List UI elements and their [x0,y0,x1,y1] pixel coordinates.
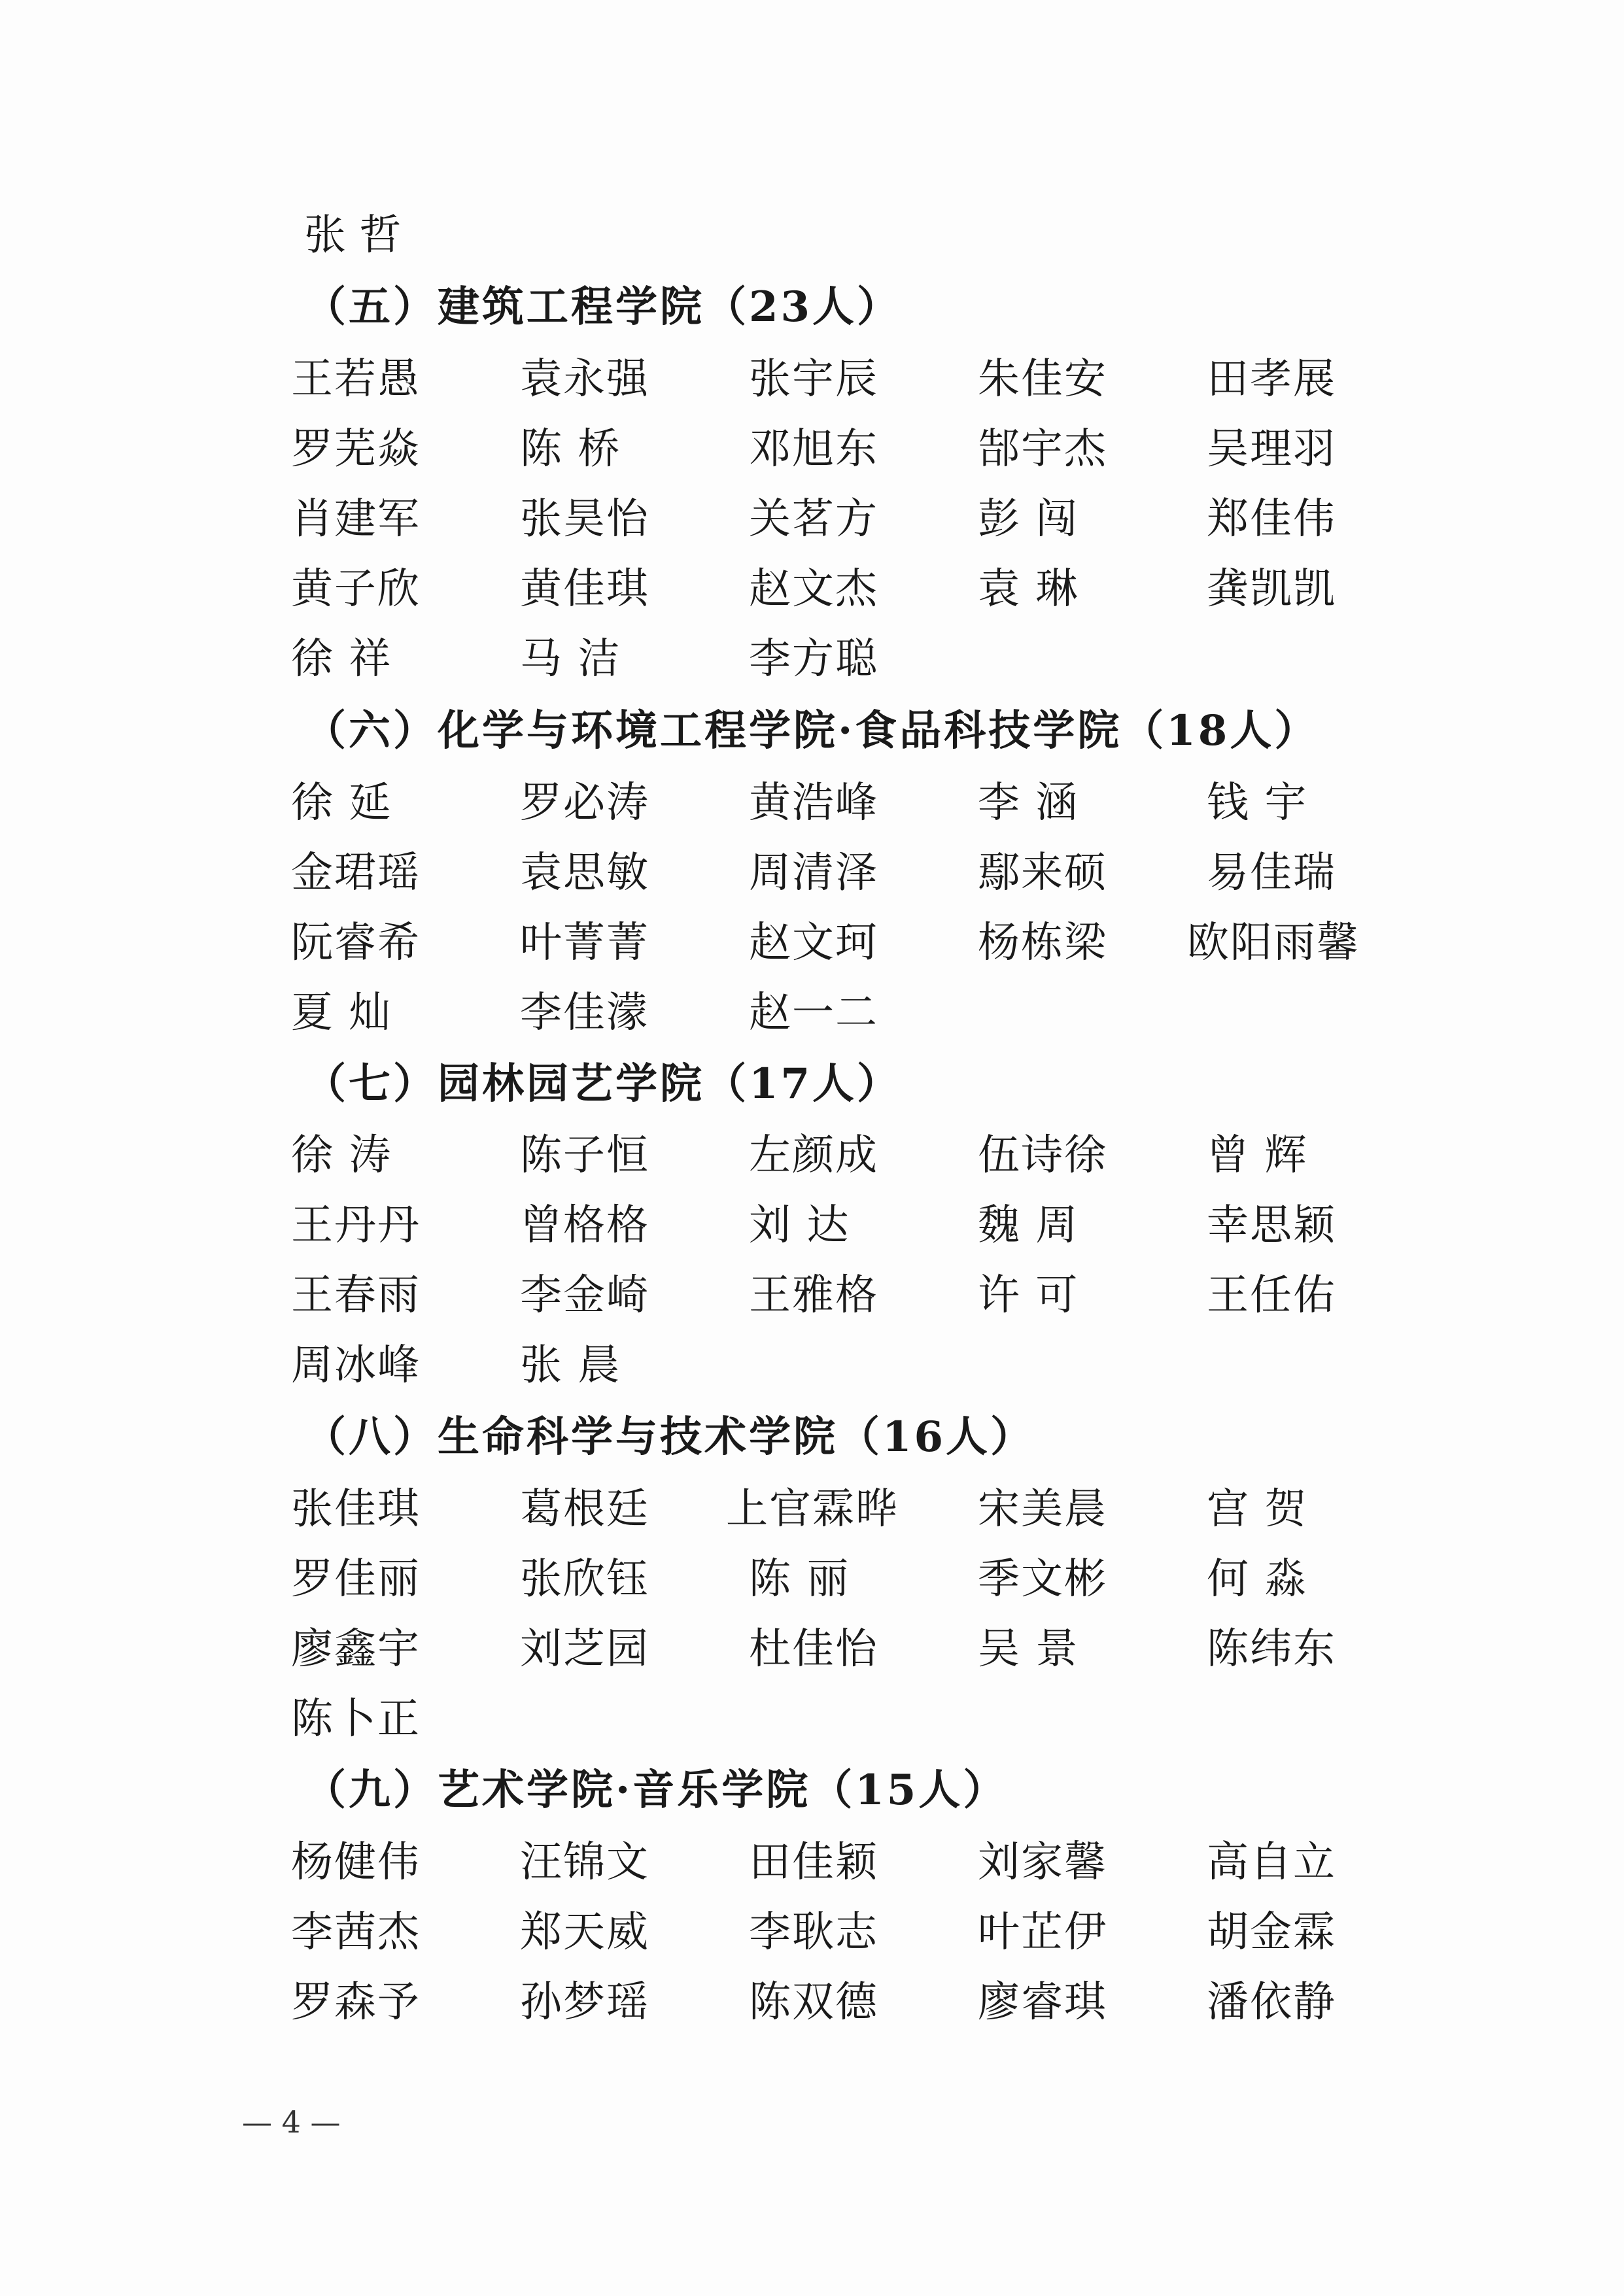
student-name: 上官霖晔 [726,1485,899,1534]
section-heading: （九）艺术学院·音乐学院（15人） [304,1766,1008,1815]
student-name: 吴 景 [978,1625,1079,1673]
student-name: 黄浩峰 [749,779,878,827]
student-name: 钱 宇 [1207,779,1308,827]
student-name: 魏 周 [978,1201,1079,1250]
student-name: 陈双德 [749,1978,878,2027]
name-row [0,987,1624,1039]
student-name: 周清泽 [749,849,878,897]
section-heading: （七）园林园艺学院（17人） [304,1059,902,1108]
section-heading: （五）建筑工程学院（23人） [304,283,902,332]
section-heading: （六）化学与环境工程学院·食品科技学院（18人） [304,706,1319,755]
student-name: 廖睿琪 [978,1978,1107,2027]
student-name: 吴理羽 [1207,425,1336,473]
student-name: 张欣钰 [520,1555,649,1603]
student-name: 王若愚 [291,355,421,403]
student-name: 左颜成 [749,1131,878,1180]
name-row [0,1693,1624,1745]
student-name: 李 涵 [978,779,1079,827]
student-name: 刘家馨 [978,1838,1107,1887]
student-name: 潘依静 [1207,1978,1336,2027]
name-row [0,1483,1624,1535]
student-name: 彭 闯 [978,495,1079,543]
student-name: 张佳琪 [291,1485,421,1534]
student-name: 高自立 [1207,1838,1336,1887]
student-name: 黄佳琪 [520,565,649,613]
student-name: 葛根廷 [520,1485,649,1534]
student-name: 王任佑 [1207,1271,1336,1320]
carryover-name: 张 哲 [304,211,402,260]
student-name: 宫 贺 [1207,1485,1308,1534]
student-name: 伍诗徐 [978,1131,1107,1180]
student-name: 欧阳雨馨 [1187,919,1360,967]
name-row [0,917,1624,969]
student-name: 李方聪 [749,635,878,683]
student-name: 袁 琳 [978,565,1079,613]
student-name: 袁永强 [520,355,649,403]
student-name: 李茜杰 [291,1908,421,1957]
student-name: 郜宇杰 [978,425,1107,473]
student-name: 夏 灿 [291,989,392,1037]
student-name: 罗芜焱 [291,425,421,473]
name-row [0,493,1624,545]
student-name: 袁思敏 [520,849,649,897]
student-name: 张 晨 [520,1341,621,1390]
student-name: 叶菁菁 [520,919,649,967]
name-row [0,563,1624,615]
student-name: 罗佳丽 [291,1555,421,1603]
student-name: 陈纬东 [1207,1625,1336,1673]
student-name: 廖鑫宇 [291,1625,421,1673]
student-name: 徐 涛 [291,1131,392,1180]
student-name: 罗必涛 [520,779,649,827]
student-name: 李金崎 [520,1271,649,1320]
student-name: 曾 辉 [1207,1131,1308,1180]
student-name: 李耿志 [749,1908,878,1957]
name-row [0,1976,1624,2029]
student-name: 叶芷伊 [978,1908,1107,1957]
student-name: 陈 桥 [520,425,621,473]
name-row [0,1339,1624,1392]
student-name: 徐 延 [291,779,392,827]
name-row [0,847,1624,899]
student-name: 田佳颖 [749,1838,878,1887]
name-row [0,1269,1624,1322]
student-name: 罗森予 [291,1978,421,2027]
student-name: 季文彬 [978,1555,1107,1603]
student-name: 刘 达 [749,1201,850,1250]
student-name: 孙梦瑶 [520,1978,649,2027]
student-name: 赵文珂 [749,919,878,967]
student-name: 杜佳怡 [749,1625,878,1673]
student-name: 郑佳伟 [1207,495,1336,543]
student-name: 刘芝园 [520,1625,649,1673]
student-name: 王春雨 [291,1271,421,1320]
section-heading: （八）生命科学与技术学院（16人） [304,1413,1035,1462]
student-name: 郑天威 [520,1908,649,1957]
student-name: 赵文杰 [749,565,878,613]
student-name: 马 洁 [520,635,621,683]
student-name: 李佳濛 [520,989,649,1037]
student-name: 何 淼 [1207,1555,1308,1603]
name-row [0,1129,1624,1182]
name-row [0,353,1624,405]
name-row [0,1553,1624,1605]
name-row [0,423,1624,475]
student-name: 宋美晨 [978,1485,1107,1534]
student-name: 易佳瑞 [1207,849,1336,897]
student-name: 张宇辰 [749,355,878,403]
student-name: 陈卜正 [291,1695,421,1743]
student-name: 龚凯凯 [1207,565,1336,613]
page-number: — 4 — [242,2104,341,2140]
student-name: 陈子恒 [520,1131,649,1180]
student-name: 王雅格 [749,1271,878,1320]
student-name: 金珺瑶 [291,849,421,897]
student-name: 徐 祥 [291,635,392,683]
student-name: 汪锦文 [520,1838,649,1887]
student-name: 田孝展 [1207,355,1336,403]
student-name: 周冰峰 [291,1341,421,1390]
student-name: 王丹丹 [291,1201,421,1250]
student-name: 鄢来硕 [978,849,1107,897]
name-row [0,777,1624,829]
student-name: 陈 丽 [749,1555,850,1603]
student-name: 关茗方 [749,495,878,543]
student-name: 赵一二 [749,989,878,1037]
student-name: 许 可 [978,1271,1079,1320]
name-row [0,1906,1624,1959]
name-row [0,1623,1624,1675]
student-name: 邓旭东 [749,425,878,473]
student-name: 朱佳安 [978,355,1107,403]
student-name: 肖建军 [291,495,421,543]
student-name: 杨栋梁 [978,919,1107,967]
student-name: 杨健伟 [291,1838,421,1887]
student-name: 黄子欣 [291,565,421,613]
student-name: 胡金霖 [1207,1908,1336,1957]
student-name: 张昊怡 [520,495,649,543]
student-name: 阮睿希 [291,919,421,967]
student-name: 曾格格 [520,1201,649,1250]
name-row [0,1199,1624,1252]
name-row [0,1836,1624,1889]
student-name: 幸思颖 [1207,1201,1336,1250]
name-row [0,633,1624,685]
